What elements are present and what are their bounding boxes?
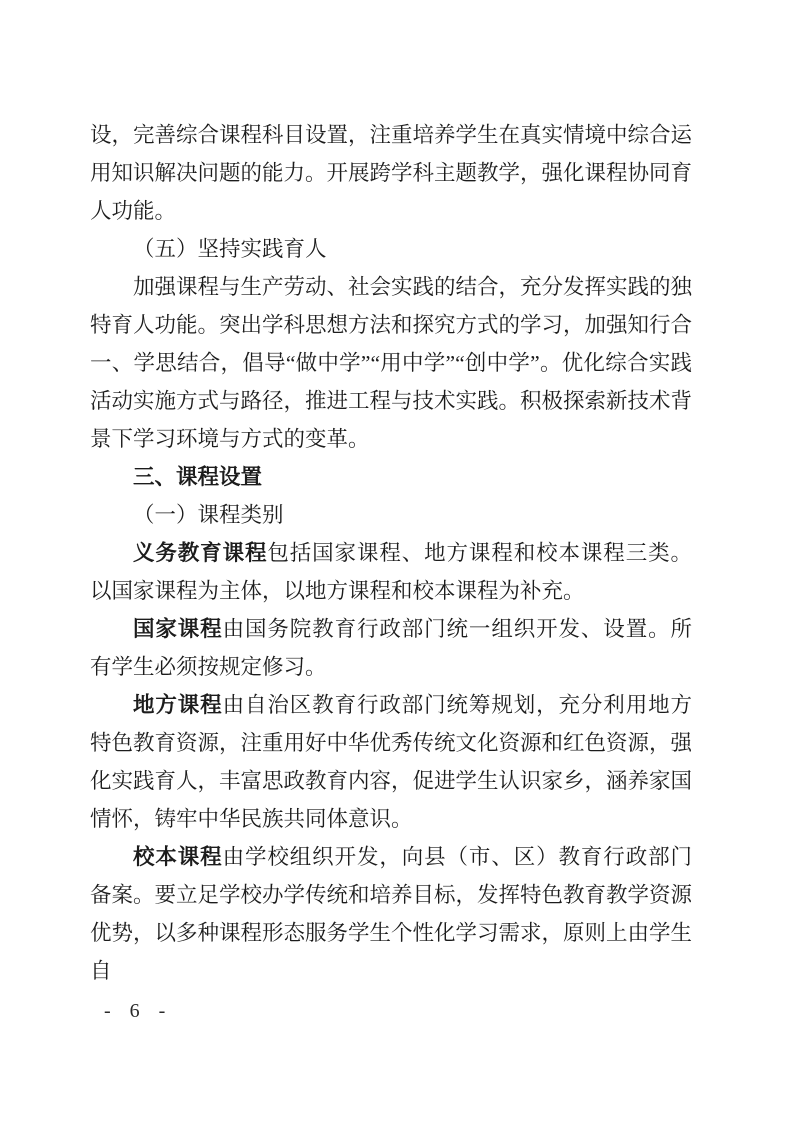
paragraph: 设，完善综合课程科目设置，注重培养学生在真实情境中综合运用知识解决问题的能力。开展跨学科主题教学，强化课程协同育人功能。	[90, 123, 693, 223]
paragraph: 义务教育课程包括国家课程、地方课程和校本课程三类。以国家课程为主体，以地方课程和校本课程为补充。	[90, 541, 692, 603]
paragraph-lead-term: 国家课程	[133, 617, 223, 641]
paragraph-lead-term: 地方课程	[133, 693, 223, 717]
paragraph-lead-term: 义务教育课程	[133, 541, 268, 565]
paragraph: 校本课程由学校组织开发，向县（市、区）教育行政部门备案。要立足学校办学传统和培养目标，发挥特色教育教学资源优势，以多种课程形态服务学生个性化学习需求，原则上由学生自	[90, 845, 693, 983]
paragraph: 国家课程由国务院教育行政部门统一组织开发、设置。所有学生必须按规定修习。	[90, 617, 692, 679]
paragraph: 地方课程由自治区教育行政部门统筹规划，充分利用地方特色教育资源，注重用好中华优秀传统文化资源和红色资源，强化实践育人，丰富思政教育内容，促进学生认识家乡，涵养家国情怀，铸牢中华民族共同体意识。	[90, 693, 693, 831]
section-heading: 三、课程设置	[133, 465, 263, 489]
section-heading: （一）课程类别	[133, 503, 284, 527]
paragraph-lead-term: 校本课程	[133, 845, 223, 869]
paragraph: 加强课程与生产劳动、社会实践的结合，充分发挥实践的独特育人功能。突出学科思想方法和探究方式的学习，加强知行合一、学思结合，倡导“做中学”“用中学”“创中学”。优化综合实践活动实施方式与路径，推进工程与技术实践。积极探索新技术背景下学习环境与方式的变革。	[90, 275, 693, 451]
page-number: - 6 -	[104, 1000, 173, 1022]
section-heading: （五）坚持实践育人	[133, 237, 327, 261]
document-body	[90, 116, 692, 990]
